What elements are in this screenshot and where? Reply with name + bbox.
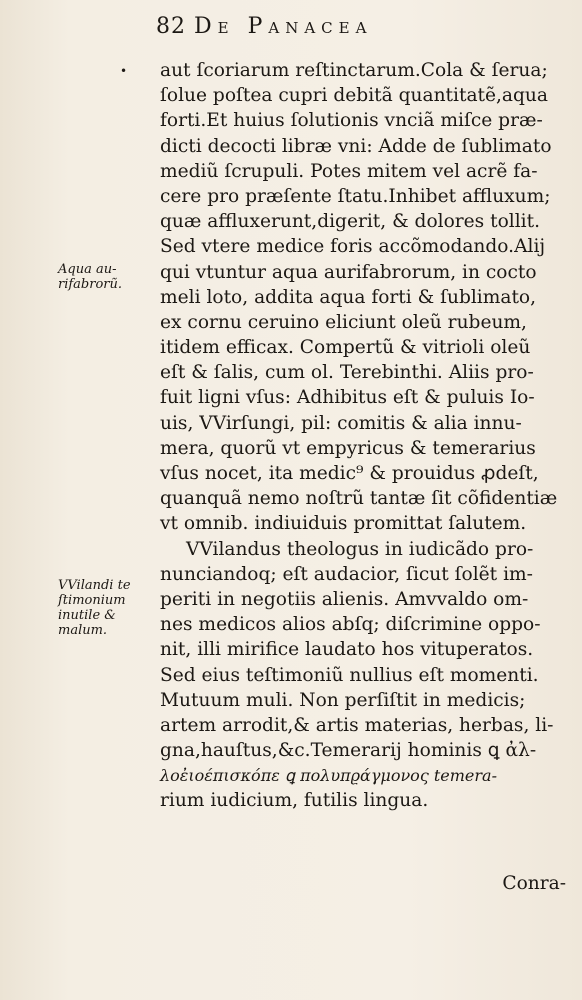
- text-line: ſolue poſtea cupri debitã quantitatẽ,aqua: [160, 85, 548, 107]
- text-line: fuit ligni vſus: Adhibitus eſt & puluis Io-: [160, 387, 535, 409]
- text-line: meli loto, addita aqua forti & ſublimato,: [160, 286, 537, 308]
- margin-note-line: rifabrorũ.: [58, 277, 123, 292]
- text-line: gna,hauſtus,&c.Temerarij hominis ꝗ ἀλ-: [160, 740, 537, 762]
- margin-note-line: ſtimonium: [58, 593, 126, 608]
- text-line: periti in negotiis alienis. Amvvaldo om-: [160, 588, 529, 610]
- text-line: mediũ ſcrupuli. Potes mitem vel acrẽ fa-: [160, 160, 538, 182]
- text-line: nunciandoq; eſt audacior, ſicut ſolẽt im-: [160, 563, 533, 585]
- text-line: qui vtuntur aqua aurifabrorum, in cocto: [160, 261, 537, 283]
- body-text: [160, 58, 572, 814]
- text-line: rium iudicium, futilis lingua.: [160, 790, 429, 812]
- text-line: vſus nocet, ita medic⁹ & prouidus ꝓdeſt,: [160, 463, 539, 484]
- text-line: eſt & ſalis, cum ol. Terebinthi. Aliis pro-: [160, 362, 534, 384]
- text-line: Mutuum muli. Non perſiſtit in medicis;: [160, 689, 526, 711]
- text-line: itidem efficax. Compertũ & vitrioli oleũ: [160, 337, 531, 359]
- text-line: artem arrodit,& artis materias, herbas, li-: [160, 714, 554, 736]
- text-line: Sed vtere medice foris accõmodando.Alij: [160, 236, 546, 258]
- text-line: uis, VVirſungi, pil: comitis & alia innu-: [160, 412, 522, 434]
- text-line: nit, illi mirifice laudato hos vituperatos.: [160, 639, 534, 661]
- text-line: quæ affluxerunt,digerit, & dolores tollit.: [160, 211, 541, 233]
- text-line: mera, quorũ vt empyricus & temerarius: [160, 437, 536, 459]
- running-head: De Panacea: [194, 14, 373, 39]
- text-line: dicti decocti libræ vni: Adde de ſublimato: [160, 135, 552, 157]
- text-line: VVilandus theologus in iudicãdo pro-: [186, 538, 534, 560]
- text-line: vt omnib. indiuiduis promittat ſalutem.: [160, 513, 527, 535]
- page-header: [156, 14, 556, 44]
- text-line: cere pro præſente ſtatu.Inhibet affluxum;: [160, 185, 551, 207]
- margin-note-aqua: [58, 262, 154, 292]
- margin-note-line: inutile &: [58, 608, 116, 623]
- text-line: aut ſcoriarum reſtinctarum.Cola & ſerua;: [160, 60, 548, 81]
- catchword: Conra-: [502, 873, 566, 894]
- margin-note-vvilandi: [58, 578, 154, 638]
- text-line: forti.Et huius ſolutionis vnciã miſce præ-: [160, 110, 543, 132]
- text-line-greek: λοἐιοέπισκόπε ꝗ πολυπϱάγμονος temera-: [160, 766, 497, 786]
- text-line: Sed eius teſtimoniũ nullius eſt momenti.: [160, 664, 539, 686]
- text-line: quanquã nemo noſtrũ tantæ ſit cõfidentiæ: [160, 488, 558, 510]
- text-line: ex cornu ceruino eliciunt oleũ rubeum,: [160, 311, 527, 333]
- text-line: nes medicos alios abſq; diſcrimine oppo-: [160, 614, 541, 636]
- margin-note-line: Aqua au-: [58, 262, 117, 277]
- margin-note-line: VVilandi te: [58, 578, 131, 593]
- page-number: 82: [156, 14, 186, 39]
- margin-mark: •: [120, 64, 128, 78]
- margin-note-line: malum.: [58, 623, 108, 638]
